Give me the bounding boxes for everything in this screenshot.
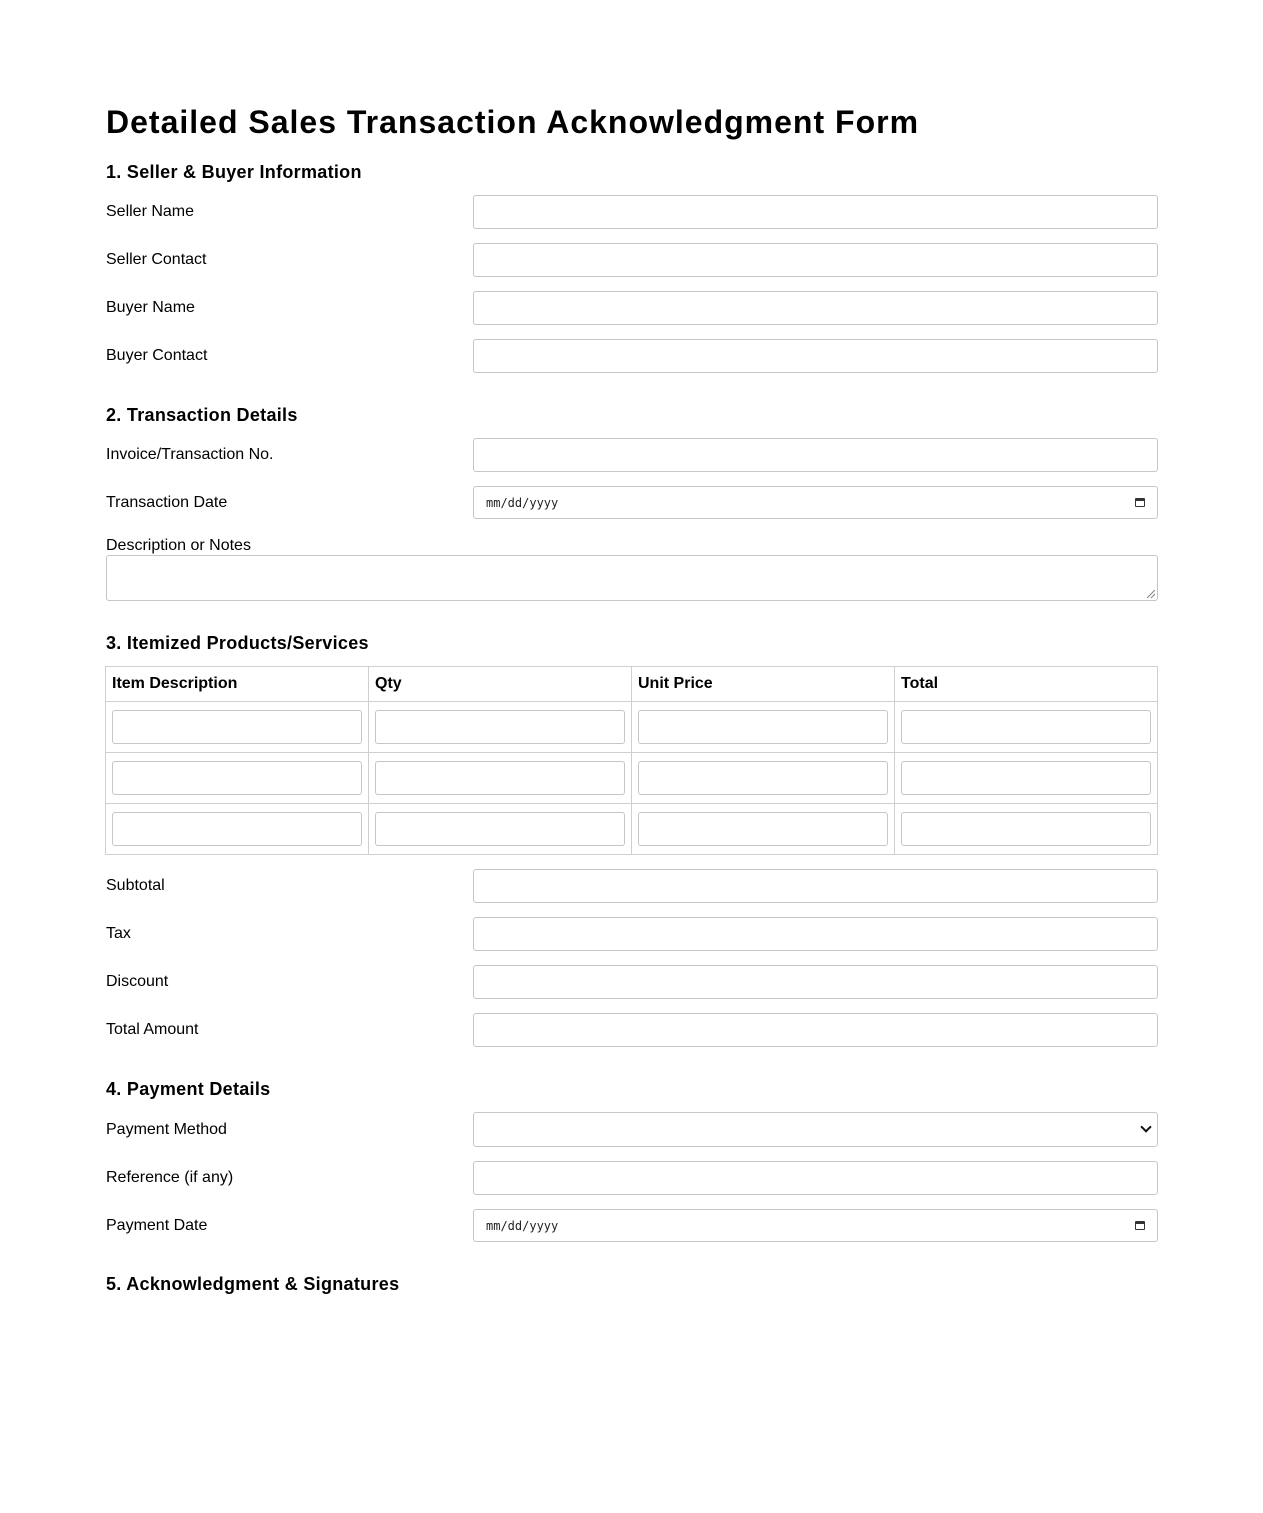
qty-input[interactable] <box>375 710 625 744</box>
section-seller-buyer-title: 1. Seller & Buyer Information <box>106 162 362 182</box>
seller-contact-input[interactable] <box>473 243 1158 277</box>
table-row <box>106 702 1158 753</box>
transaction-date-label: Transaction Date <box>106 494 228 511</box>
transaction-date-input[interactable] <box>473 486 1158 519</box>
buyer-name-input[interactable] <box>473 291 1158 325</box>
discount-input[interactable] <box>473 965 1158 999</box>
tax-input[interactable] <box>473 917 1158 951</box>
buyer-contact-label: Buyer Contact <box>106 347 208 364</box>
calendar-icon[interactable] <box>1135 498 1145 507</box>
discount-label: Discount <box>106 973 169 990</box>
buyer-contact-input[interactable] <box>473 339 1158 373</box>
qty-input[interactable] <box>375 761 625 795</box>
items-table <box>105 666 1158 855</box>
reference-input[interactable] <box>473 1161 1158 1195</box>
payment-method-select[interactable] <box>473 1112 1158 1147</box>
qty-input[interactable] <box>375 812 625 846</box>
transaction-date-placeholder: mm/dd/yyyy <box>486 495 559 510</box>
notes-label: Description or Notes <box>106 537 251 554</box>
subtotal-input[interactable] <box>473 869 1158 903</box>
line-total-input[interactable] <box>901 761 1151 795</box>
reference-label: Reference (if any) <box>106 1169 234 1186</box>
invoice-label: Invoice/Transaction No. <box>106 446 274 463</box>
table-header-row <box>106 667 1158 702</box>
seller-name-label: Seller Name <box>106 203 195 220</box>
column-header-unit-price: Unit Price <box>632 667 895 702</box>
resize-handle-icon[interactable] <box>1147 590 1155 598</box>
payment-date-placeholder: mm/dd/yyyy <box>486 1218 559 1233</box>
tax-label: Tax <box>106 925 131 942</box>
table-row <box>106 753 1158 804</box>
item-description-input[interactable] <box>112 761 362 795</box>
seller-name-input[interactable] <box>473 195 1158 229</box>
notes-textarea[interactable] <box>106 555 1158 601</box>
line-total-input[interactable] <box>901 812 1151 846</box>
unit-price-input[interactable] <box>638 710 888 744</box>
unit-price-input[interactable] <box>638 812 888 846</box>
page-title: Detailed Sales Transaction Acknowledgment Form <box>106 104 920 140</box>
total-amount-input[interactable] <box>473 1013 1158 1047</box>
section-items-title: 3. Itemized Products/Services <box>106 633 369 653</box>
calendar-icon[interactable] <box>1135 1221 1145 1230</box>
invoice-input[interactable] <box>473 438 1158 472</box>
unit-price-input[interactable] <box>638 761 888 795</box>
item-description-input[interactable] <box>112 812 362 846</box>
section-transaction-title: 2. Transaction Details <box>106 405 298 425</box>
column-header-total: Total <box>895 667 1158 702</box>
subtotal-label: Subtotal <box>106 877 165 894</box>
payment-date-input[interactable] <box>473 1209 1158 1242</box>
column-header-qty: Qty <box>369 667 632 702</box>
chevron-down-icon <box>1140 1121 1151 1132</box>
buyer-name-label: Buyer Name <box>106 299 195 316</box>
section-payment-title: 4. Payment Details <box>106 1079 271 1099</box>
column-header-item-description: Item Description <box>106 667 369 702</box>
seller-contact-label: Seller Contact <box>106 251 207 268</box>
total-amount-label: Total Amount <box>106 1021 199 1038</box>
payment-date-label: Payment Date <box>106 1217 208 1234</box>
payment-method-label: Payment Method <box>106 1121 227 1138</box>
line-total-input[interactable] <box>901 710 1151 744</box>
section-acknowledgment-title: 5. Acknowledgment & Signatures <box>106 1274 400 1294</box>
table-row <box>106 804 1158 855</box>
item-description-input[interactable] <box>112 710 362 744</box>
